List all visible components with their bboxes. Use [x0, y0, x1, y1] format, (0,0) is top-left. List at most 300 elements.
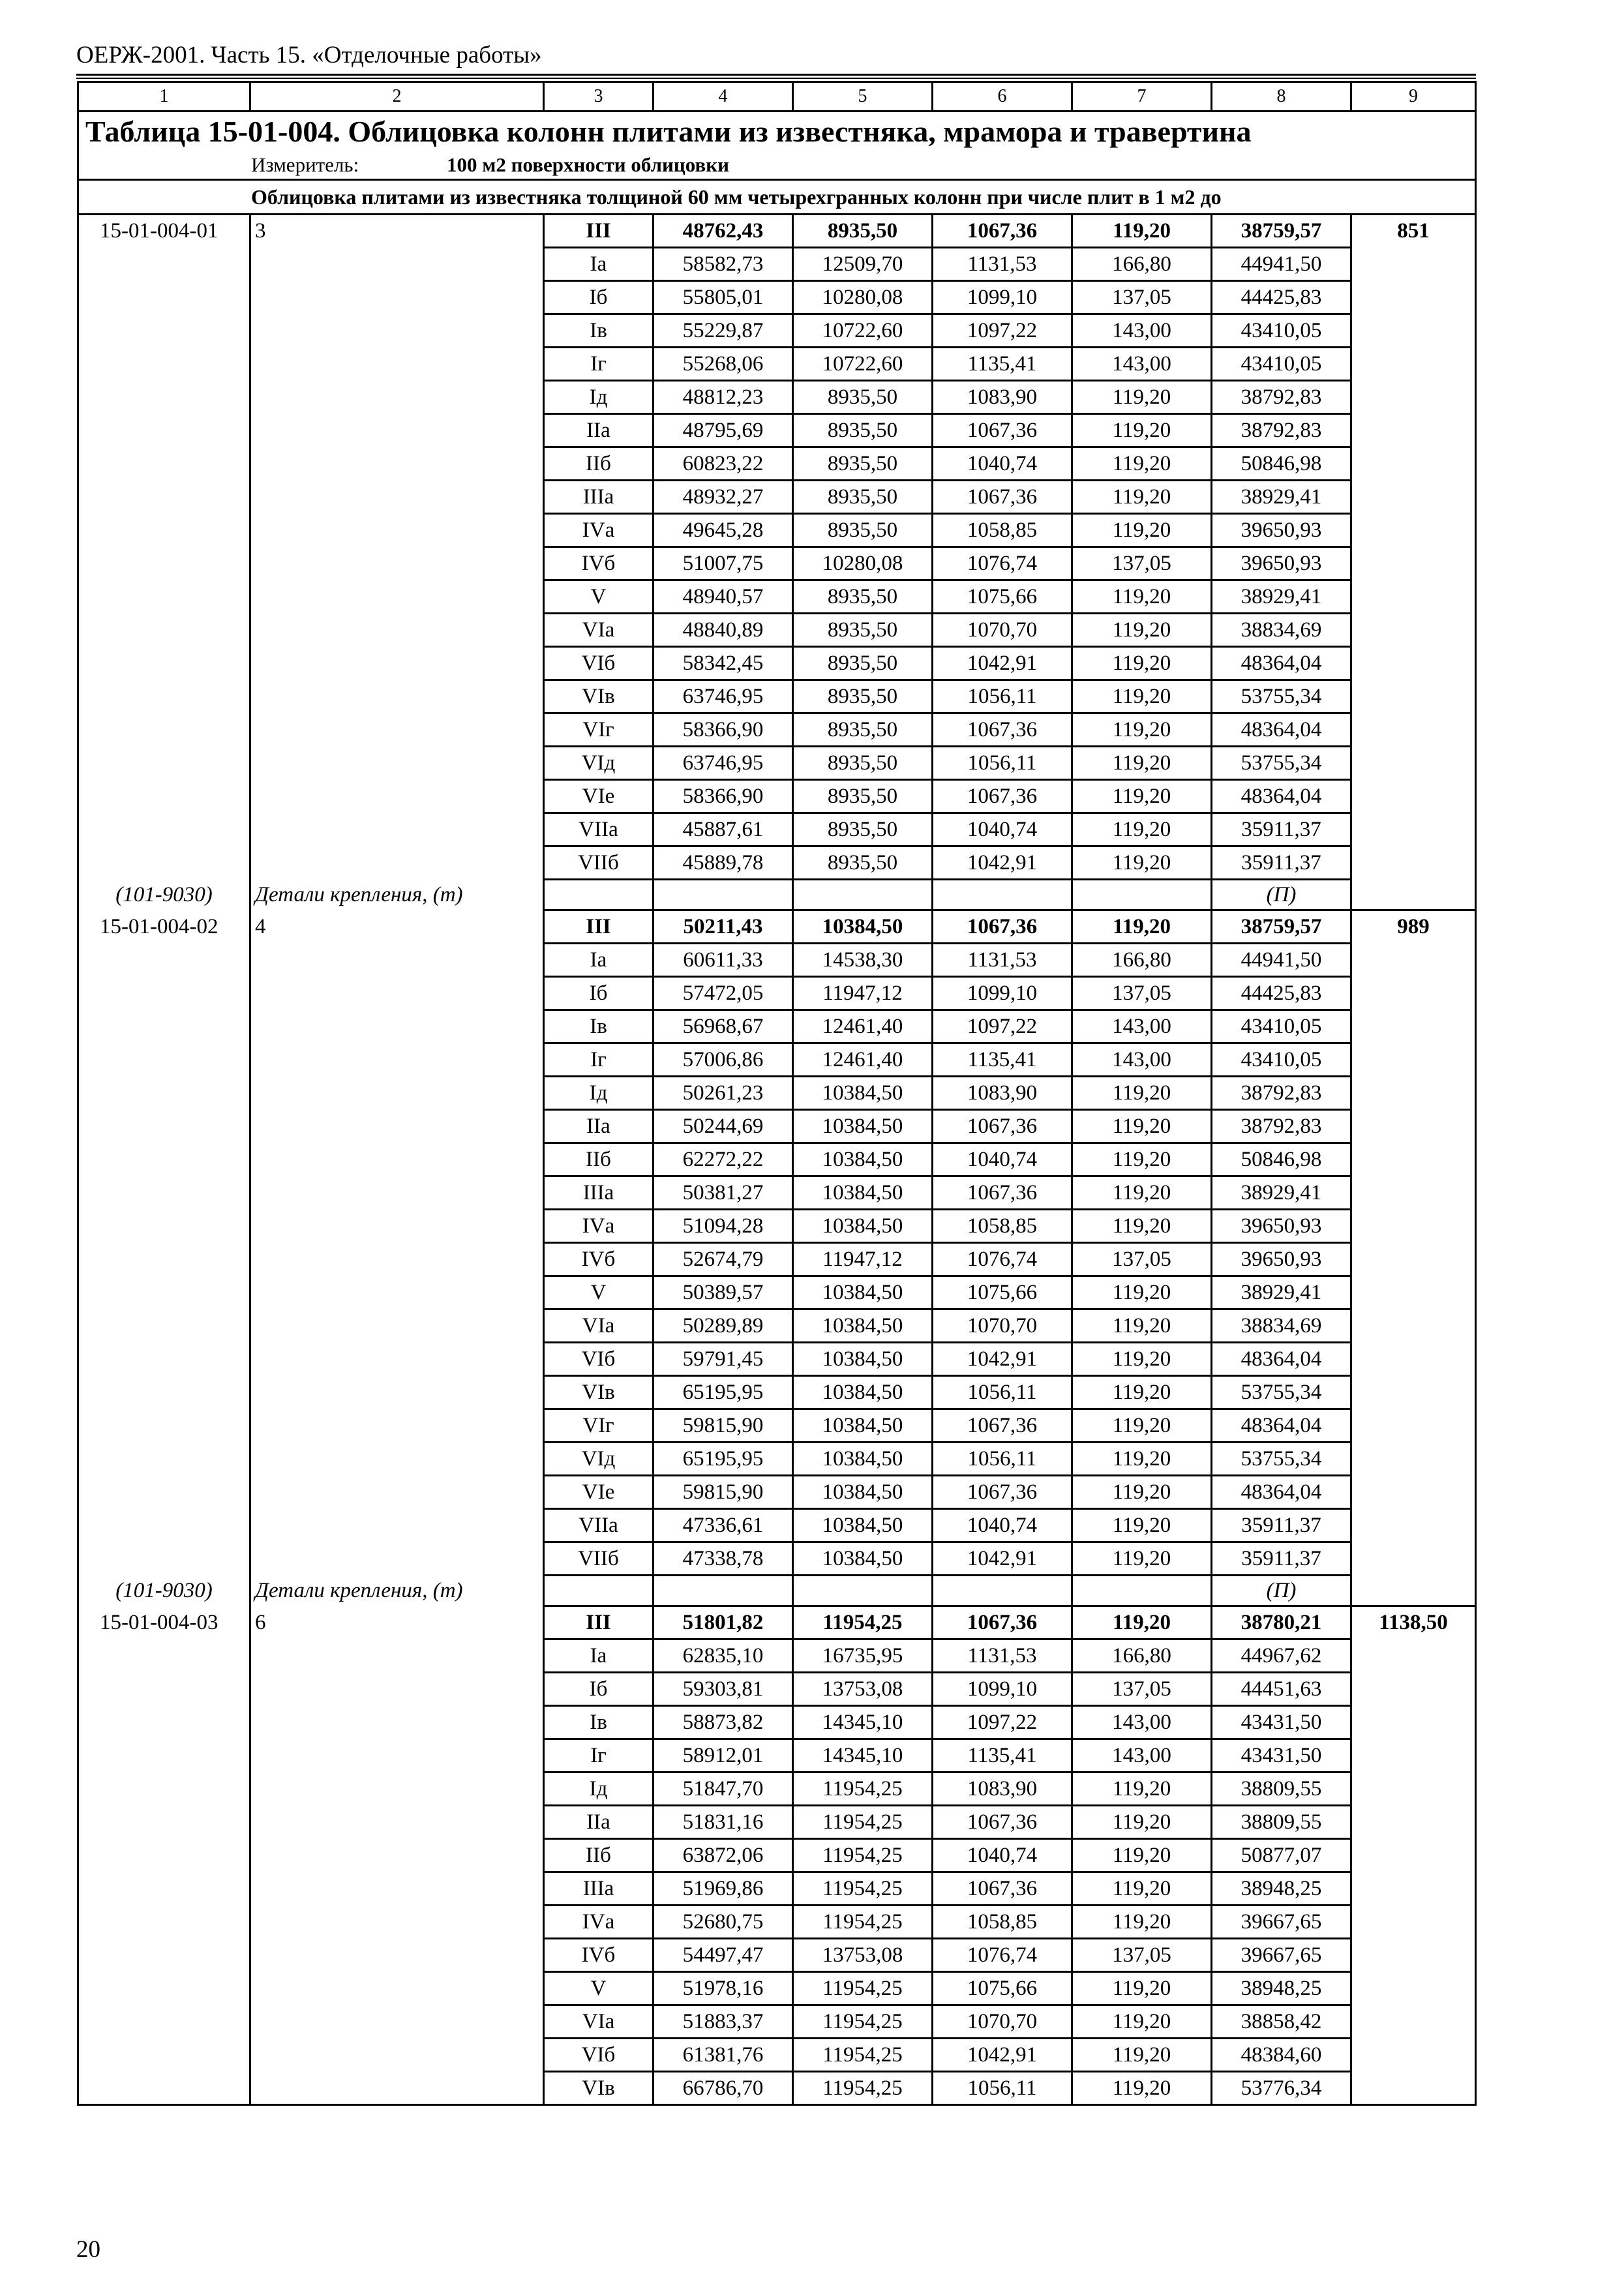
zone-cell: Iб — [544, 1673, 654, 1706]
table-row — [78, 1806, 1476, 1839]
value-cell: 10384,50 — [793, 1309, 933, 1343]
code-spacer — [78, 1839, 250, 1872]
value-cell: 10384,50 — [793, 1143, 933, 1176]
value-cell: 58366,90 — [654, 780, 793, 813]
value-cell: 43431,50 — [1212, 1706, 1351, 1739]
value-cell: 119,20 — [1072, 1309, 1212, 1343]
value-cell: 10280,08 — [793, 547, 933, 580]
value-cell: 119,20 — [1072, 1276, 1212, 1309]
value-cell: 48364,04 — [1212, 780, 1351, 813]
value-cell: 35911,37 — [1212, 846, 1351, 880]
code-spacer — [78, 647, 250, 680]
value-cell: 53755,34 — [1212, 680, 1351, 713]
zone-cell: VIв — [544, 2072, 654, 2105]
table-body — [78, 82, 1476, 2105]
table-row — [78, 514, 1476, 547]
code-spacer — [78, 747, 250, 780]
code-spacer — [78, 2039, 250, 2072]
empty-cell — [1351, 880, 1476, 910]
table-row — [78, 977, 1476, 1010]
code-spacer — [78, 381, 250, 414]
zone-cell: IVа — [544, 1906, 654, 1939]
value-cell: 35911,37 — [1212, 1509, 1351, 1542]
value-cell: 1070,70 — [933, 2005, 1072, 2039]
param-spacer — [250, 481, 544, 514]
table-row — [78, 1739, 1476, 1773]
param-spacer — [250, 1872, 544, 1906]
table-row — [78, 447, 1476, 481]
table-row — [78, 1176, 1476, 1210]
value-cell: 143,00 — [1072, 1739, 1212, 1773]
zone-cell: IVб — [544, 547, 654, 580]
param-spacer — [250, 1276, 544, 1309]
extra-spacer — [1351, 414, 1476, 447]
table-row — [78, 2072, 1476, 2105]
zone-cell: IIIа — [544, 481, 654, 514]
section-heading: Облицовка плитами из известняка толщиной 60 мм четырехгранных колонн при числе плит в 1 м2 до — [78, 180, 1476, 215]
extra-spacer — [1351, 1110, 1476, 1143]
value-cell: 56968,67 — [654, 1010, 793, 1043]
param-spacer — [250, 680, 544, 713]
value-cell: 137,05 — [1072, 977, 1212, 1010]
extra-spacer — [1351, 813, 1476, 846]
fastener-note: (П) — [1212, 880, 1351, 910]
table-row — [78, 1872, 1476, 1906]
value-cell: 11954,25 — [793, 1806, 933, 1839]
value-cell: 119,20 — [1072, 381, 1212, 414]
extra-spacer — [1351, 614, 1476, 647]
table-row — [78, 547, 1476, 580]
code-spacer — [78, 481, 250, 514]
empty-cell — [1072, 880, 1212, 910]
value-cell: 11947,12 — [793, 977, 933, 1010]
param-spacer — [250, 1077, 544, 1110]
code-spacer — [78, 1706, 250, 1739]
value-cell: 8935,50 — [793, 680, 933, 713]
code-spacer — [78, 1673, 250, 1706]
value-cell: 1067,36 — [933, 1806, 1072, 1839]
extra-spacer — [1351, 680, 1476, 713]
param-spacer — [250, 514, 544, 547]
value-cell: 1097,22 — [933, 314, 1072, 348]
param-spacer — [250, 1773, 544, 1806]
param-spacer — [250, 1972, 544, 2005]
value-cell: 49645,28 — [654, 514, 793, 547]
value-cell: 48364,04 — [1212, 1409, 1351, 1443]
value-cell: 1058,85 — [933, 1906, 1072, 1939]
zone-cell: VIа — [544, 2005, 654, 2039]
value-cell: 8935,50 — [793, 647, 933, 680]
extra-spacer — [1351, 514, 1476, 547]
extra-spacer — [1351, 1872, 1476, 1906]
value-cell: 119,20 — [1072, 846, 1212, 880]
value-cell: 1075,66 — [933, 580, 1072, 614]
value-cell: 1097,22 — [933, 1010, 1072, 1043]
zone-cell: VIа — [544, 1309, 654, 1343]
param-spacer — [250, 1309, 544, 1343]
param-spacer — [250, 1509, 544, 1542]
code-spacer — [78, 1476, 250, 1509]
zone-cell: Iд — [544, 1773, 654, 1806]
value-cell: 10384,50 — [793, 1509, 933, 1542]
value-cell: 48795,69 — [654, 414, 793, 447]
value-cell: 50389,57 — [654, 1276, 793, 1309]
code-spacer — [78, 1409, 250, 1443]
value-cell: 119,20 — [1072, 1906, 1212, 1939]
value-cell: 44941,50 — [1212, 248, 1351, 281]
empty-cell — [654, 1576, 793, 1606]
value-cell: 119,20 — [1072, 1376, 1212, 1409]
value-cell: 57472,05 — [654, 977, 793, 1010]
code-spacer — [78, 944, 250, 977]
value-cell: 38792,83 — [1212, 1077, 1351, 1110]
value-cell: 43410,05 — [1212, 1043, 1351, 1077]
value-cell: 11954,25 — [793, 1872, 933, 1906]
value-cell: 58342,45 — [654, 647, 793, 680]
code-spacer — [78, 977, 250, 1010]
table-row — [78, 1210, 1476, 1243]
zone-cell: Iв — [544, 1706, 654, 1739]
value-cell: 119,20 — [1072, 713, 1212, 747]
zone-cell: IVб — [544, 1243, 654, 1276]
column-number-row — [78, 82, 1476, 112]
table-row — [78, 1673, 1476, 1706]
value-cell: 119,20 — [1072, 1606, 1212, 1639]
value-cell: 8935,50 — [793, 614, 933, 647]
value-cell: 13753,08 — [793, 1939, 933, 1972]
extra-spacer — [1351, 1906, 1476, 1939]
extra-spacer — [1351, 1806, 1476, 1839]
value-cell: 10384,50 — [793, 1210, 933, 1243]
value-cell: 12509,70 — [793, 248, 933, 281]
value-cell: 119,20 — [1072, 2072, 1212, 2105]
value-cell: 1099,10 — [933, 281, 1072, 314]
value-cell: 10384,50 — [793, 1409, 933, 1443]
value-cell: 38948,25 — [1212, 1872, 1351, 1906]
zone-cell: VIд — [544, 1443, 654, 1476]
value-cell: 1067,36 — [933, 481, 1072, 514]
section-row — [78, 180, 1476, 215]
value-cell: 51883,37 — [654, 2005, 793, 2039]
value-cell: 10384,50 — [793, 1110, 933, 1143]
table-row — [78, 1309, 1476, 1343]
value-cell: 50846,98 — [1212, 447, 1351, 481]
code-spacer — [78, 580, 250, 614]
value-cell: 43410,05 — [1212, 1010, 1351, 1043]
value-cell: 1076,74 — [933, 1243, 1072, 1276]
zone-cell: V — [544, 1276, 654, 1309]
extra-spacer — [1351, 1043, 1476, 1077]
value-cell: 11954,25 — [793, 1606, 933, 1639]
value-cell: 38948,25 — [1212, 1972, 1351, 2005]
table-row — [78, 215, 1476, 248]
zone-cell: Iа — [544, 248, 654, 281]
table-row — [78, 348, 1476, 381]
value-cell: 55268,06 — [654, 348, 793, 381]
extra-spacer — [1351, 1210, 1476, 1243]
code-spacer — [78, 248, 250, 281]
column-number: 1 — [78, 82, 250, 112]
value-cell: 1076,74 — [933, 547, 1072, 580]
value-cell: 1040,74 — [933, 1839, 1072, 1872]
code-spacer — [78, 846, 250, 880]
plate-count: 3 — [250, 215, 544, 248]
rate-code: 15-01-004-02 — [78, 910, 250, 944]
code-spacer — [78, 348, 250, 381]
param-spacer — [250, 1343, 544, 1376]
value-cell: 119,20 — [1072, 1110, 1212, 1143]
extra-spacer — [1351, 481, 1476, 514]
value-cell: 53755,34 — [1212, 1376, 1351, 1409]
table-row — [78, 1143, 1476, 1176]
value-cell: 38834,69 — [1212, 614, 1351, 647]
value-cell: 1075,66 — [933, 1972, 1072, 2005]
value-cell: 39650,93 — [1212, 1243, 1351, 1276]
table-row — [78, 846, 1476, 880]
column-number: 6 — [933, 82, 1072, 112]
value-cell: 11954,25 — [793, 1972, 933, 2005]
value-cell: 1058,85 — [933, 1210, 1072, 1243]
value-cell: 1076,74 — [933, 1939, 1072, 1972]
value-cell: 50877,07 — [1212, 1839, 1351, 1872]
value-cell: 1067,36 — [933, 1409, 1072, 1443]
table-row — [78, 1939, 1476, 1972]
code-spacer — [78, 1509, 250, 1542]
value-cell: 39650,93 — [1212, 1210, 1351, 1243]
zone-cell: IIб — [544, 1839, 654, 1872]
column-number: 4 — [654, 82, 793, 112]
value-cell: 10384,50 — [793, 1376, 933, 1409]
page-number: 20 — [76, 2236, 100, 2263]
extra-spacer — [1351, 1010, 1476, 1043]
param-spacer — [250, 1939, 544, 1972]
code-spacer — [78, 1110, 250, 1143]
value-cell: 50261,23 — [654, 1077, 793, 1110]
value-cell: 8935,50 — [793, 580, 933, 614]
plate-count: 6 — [250, 1606, 544, 1639]
zone-cell: IIIа — [544, 1176, 654, 1210]
value-cell: 38809,55 — [1212, 1806, 1351, 1839]
extra-spacer — [1351, 348, 1476, 381]
zone-cell: VIг — [544, 713, 654, 747]
extra-spacer — [1351, 580, 1476, 614]
value-cell: 11947,12 — [793, 1243, 933, 1276]
fastener-note: (П) — [1212, 1576, 1351, 1606]
table-row — [78, 1773, 1476, 1806]
param-spacer — [250, 1639, 544, 1673]
code-spacer — [78, 1243, 250, 1276]
value-cell: 59815,90 — [654, 1409, 793, 1443]
zone-cell: III — [544, 1606, 654, 1639]
extra-value: 989 — [1351, 910, 1476, 944]
value-cell: 137,05 — [1072, 1673, 1212, 1706]
value-cell: 8935,50 — [793, 780, 933, 813]
code-spacer — [78, 1276, 250, 1309]
value-cell: 60611,33 — [654, 944, 793, 977]
code-spacer — [78, 1077, 250, 1110]
param-spacer — [250, 614, 544, 647]
extra-spacer — [1351, 1243, 1476, 1276]
zone-cell: VIв — [544, 680, 654, 713]
value-cell: 59303,81 — [654, 1673, 793, 1706]
value-cell: 11954,25 — [793, 1906, 933, 1939]
value-cell: 10384,50 — [793, 1276, 933, 1309]
value-cell: 38929,41 — [1212, 580, 1351, 614]
extra-spacer — [1351, 1343, 1476, 1376]
code-spacer — [78, 1739, 250, 1773]
value-cell: 11954,25 — [793, 2039, 933, 2072]
zone-cell: Iв — [544, 314, 654, 348]
extra-spacer — [1351, 1309, 1476, 1343]
param-spacer — [250, 1376, 544, 1409]
zone-cell: VIб — [544, 2039, 654, 2072]
price-table — [77, 81, 1477, 2106]
value-cell: 119,20 — [1072, 215, 1212, 248]
extra-spacer — [1351, 944, 1476, 977]
measure-cell — [78, 151, 1476, 180]
value-cell: 119,20 — [1072, 1176, 1212, 1210]
value-cell: 119,20 — [1072, 1773, 1212, 1806]
param-spacer — [250, 2039, 544, 2072]
value-cell: 1067,36 — [933, 1176, 1072, 1210]
value-cell: 119,20 — [1072, 580, 1212, 614]
code-spacer — [78, 1376, 250, 1409]
value-cell: 48932,27 — [654, 481, 793, 514]
param-spacer — [250, 1210, 544, 1243]
value-cell: 11954,25 — [793, 2005, 933, 2039]
value-cell: 60823,22 — [654, 447, 793, 481]
measure-value: 100 м2 поверхности облицовки — [447, 153, 729, 176]
value-cell: 1070,70 — [933, 614, 1072, 647]
fastener-row — [78, 1576, 1476, 1606]
zone-cell: VIв — [544, 1376, 654, 1409]
param-spacer — [250, 248, 544, 281]
value-cell: 48840,89 — [654, 614, 793, 647]
zone-cell: IVб — [544, 1939, 654, 1972]
fastener-label: Детали крепления, (т) — [250, 880, 544, 910]
value-cell: 50244,69 — [654, 1110, 793, 1143]
value-cell: 137,05 — [1072, 281, 1212, 314]
value-cell: 48940,57 — [654, 580, 793, 614]
fastener-code: (101-9030) — [78, 880, 250, 910]
value-cell: 38792,83 — [1212, 1110, 1351, 1143]
param-spacer — [250, 1443, 544, 1476]
value-cell: 44941,50 — [1212, 944, 1351, 977]
value-cell: 59791,45 — [654, 1343, 793, 1376]
param-spacer — [250, 1143, 544, 1176]
code-spacer — [78, 1773, 250, 1806]
code-spacer — [78, 713, 250, 747]
value-cell: 50211,43 — [654, 910, 793, 944]
zone-cell: Iг — [544, 1043, 654, 1077]
value-cell: 62835,10 — [654, 1639, 793, 1673]
extra-spacer — [1351, 647, 1476, 680]
value-cell: 13753,08 — [793, 1673, 933, 1706]
zone-cell: VIIа — [544, 813, 654, 846]
value-cell: 166,80 — [1072, 248, 1212, 281]
extra-spacer — [1351, 1542, 1476, 1576]
value-cell: 12461,40 — [793, 1043, 933, 1077]
value-cell: 54497,47 — [654, 1939, 793, 1972]
table-row — [78, 1542, 1476, 1576]
code-spacer — [78, 1043, 250, 1077]
value-cell: 58366,90 — [654, 713, 793, 747]
value-cell: 137,05 — [1072, 1243, 1212, 1276]
value-cell: 119,20 — [1072, 1143, 1212, 1176]
table-row — [78, 1972, 1476, 2005]
value-cell: 119,20 — [1072, 680, 1212, 713]
zone-cell: IIб — [544, 447, 654, 481]
empty-cell — [544, 1576, 654, 1606]
value-cell: 48364,04 — [1212, 1476, 1351, 1509]
value-cell: 12461,40 — [793, 1010, 933, 1043]
value-cell: 119,20 — [1072, 1509, 1212, 1542]
param-spacer — [250, 547, 544, 580]
value-cell: 1135,41 — [933, 1043, 1072, 1077]
value-cell: 59815,90 — [654, 1476, 793, 1509]
value-cell: 43431,50 — [1212, 1739, 1351, 1773]
value-cell: 14538,30 — [793, 944, 933, 977]
value-cell: 1058,85 — [933, 514, 1072, 547]
column-number: 7 — [1072, 82, 1212, 112]
empty-cell — [654, 880, 793, 910]
table-row — [78, 1276, 1476, 1309]
zone-cell: IIа — [544, 414, 654, 447]
param-spacer — [250, 1243, 544, 1276]
value-cell: 1067,36 — [933, 1606, 1072, 1639]
measure-row — [78, 151, 1476, 180]
code-spacer — [78, 780, 250, 813]
code-spacer — [78, 614, 250, 647]
extra-spacer — [1351, 1176, 1476, 1210]
param-spacer — [250, 747, 544, 780]
value-cell: 61381,76 — [654, 2039, 793, 2072]
value-cell: 119,20 — [1072, 910, 1212, 944]
value-cell: 119,20 — [1072, 780, 1212, 813]
table-row — [78, 747, 1476, 780]
value-cell: 1083,90 — [933, 1773, 1072, 1806]
zone-cell: IIа — [544, 1806, 654, 1839]
extra-spacer — [1351, 747, 1476, 780]
value-cell: 57006,86 — [654, 1043, 793, 1077]
value-cell: 38834,69 — [1212, 1309, 1351, 1343]
value-cell: 10384,50 — [793, 1343, 933, 1376]
value-cell: 143,00 — [1072, 314, 1212, 348]
value-cell: 1056,11 — [933, 1376, 1072, 1409]
code-spacer — [78, 1010, 250, 1043]
header-divider — [76, 74, 1476, 76]
code-spacer — [78, 1939, 250, 1972]
code-spacer — [78, 680, 250, 713]
value-cell: 1042,91 — [933, 1343, 1072, 1376]
value-cell: 119,20 — [1072, 1542, 1212, 1576]
value-cell: 1067,36 — [933, 713, 1072, 747]
param-spacer — [250, 813, 544, 846]
empty-cell — [793, 1576, 933, 1606]
extra-spacer — [1351, 1939, 1476, 1972]
param-spacer — [250, 647, 544, 680]
extra-spacer — [1351, 1639, 1476, 1673]
table-row — [78, 614, 1476, 647]
extra-spacer — [1351, 1509, 1476, 1542]
empty-cell — [793, 880, 933, 910]
value-cell: 1056,11 — [933, 747, 1072, 780]
value-cell: 51007,75 — [654, 547, 793, 580]
value-cell: 10722,60 — [793, 348, 933, 381]
value-cell: 53755,34 — [1212, 1443, 1351, 1476]
extra-spacer — [1351, 1773, 1476, 1806]
table-row — [78, 680, 1476, 713]
